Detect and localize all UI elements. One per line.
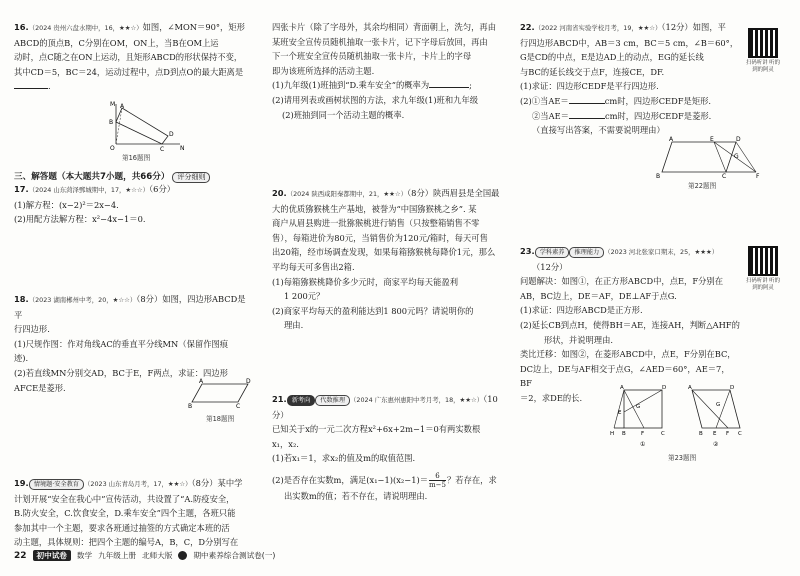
topic-tag: 代数推理	[315, 395, 350, 406]
label-A: A	[199, 378, 204, 385]
answer-blank[interactable]	[429, 78, 469, 88]
question-text: (1)求证：四边形CEDF是平行四边形.	[520, 81, 659, 92]
question-text: 出20箱，经市场调查发现，如果每箱猕猴桃每降价1元，那么	[272, 247, 496, 258]
label-A: A	[669, 136, 674, 143]
label-D: D	[246, 378, 251, 385]
figure-23	[608, 384, 748, 450]
question-20	[272, 186, 508, 333]
question-text: 大的优质猕猴桃生产基地，被誉为“中国猕猴桃之乡”. 某	[272, 203, 477, 214]
question-source: （2024 陕西咸阳秦都期中，21，★★☆）	[286, 190, 408, 198]
qr-code-icon[interactable]	[748, 246, 778, 276]
question-text: 如图，∠MON＝90°，矩形	[142, 22, 245, 32]
label-A: A	[620, 385, 624, 391]
footer-edition: 北师大版	[142, 551, 173, 560]
label-F: F	[726, 431, 730, 437]
qr-label: 扫码听讲 听的到的阿灵	[745, 60, 781, 73]
question-text: x₁，x₂.	[272, 438, 299, 449]
fraction-denominator: m−5	[429, 480, 446, 489]
question-text: (2)班抽到同一个活动主题的概率.	[282, 109, 405, 120]
page-footer	[14, 550, 275, 561]
question-text: (2)延长CB到点H，使得BH＝AE，连接AH，判断△AHF的	[520, 319, 740, 330]
question-score: （12分）	[532, 261, 568, 272]
label-G: G	[636, 404, 641, 410]
question-source: （2023 山东青岛月考，17，★★☆）	[83, 480, 192, 488]
question-text: 其中CD＝5，BC＝24，运动过程中，点D到点O的最大距离是	[14, 66, 244, 77]
question-text: 计划开展“安全在我心中”宣传活动，共设置了“A.防疫安全，	[14, 493, 235, 504]
question-text: G是CD的中点，E是边AD上的动点，EG的延长线	[520, 52, 704, 63]
label-C: C	[661, 431, 665, 437]
question-text: 行四边形ABCD中，AB＝3 cm，BC＝5 cm，∠B＝60°，	[520, 37, 739, 48]
label-M: M	[110, 101, 116, 108]
question-text: 平均每天可多售出2箱.	[272, 261, 355, 272]
label-G: G	[716, 402, 721, 408]
question-19	[14, 476, 252, 550]
label-A: A	[688, 385, 692, 391]
question-text: （直接写出答案，不需要说明理由）	[532, 125, 665, 136]
question-text: 1 200元？	[284, 291, 325, 302]
question-number: 21.	[272, 394, 287, 404]
figure-18	[188, 378, 252, 408]
question-text: cm时，四边形CEDF是菱形.	[604, 110, 712, 121]
question-text: 售），每箱进价为80元，当销售价为120元/箱时，每天可售	[272, 232, 488, 243]
question-text: 问题解决：如图①，在正方形ABCD中，点E，F分别在	[520, 276, 723, 287]
question-text: 四张卡片（除了字母外，其余均相同）背面朝上，洗匀，再由	[272, 22, 497, 32]
question-source: （2024 山东菏泽鄄城期中，17，★☆☆）	[28, 186, 150, 194]
question-source: （2022 河南省实验学校月考，19，★★☆）	[534, 24, 662, 32]
label-C: C	[236, 403, 241, 408]
question-text: (2)商家平均每天的盈利能达到1 800元吗？请说明你的	[272, 305, 474, 316]
question-text: (2)是否存在实数m，满足(x₁−1)(x₂−1)＝	[272, 474, 429, 485]
label-C: C	[738, 431, 742, 437]
figure-caption: 第22题图	[688, 182, 717, 190]
question-text: AFCE是菱形.	[14, 382, 66, 393]
question-19-continued: 四张卡片（除了字母外，其余均相同）背面朝上，洗匀，再由 某班安全宣传员随机抽取一张卡片，记下字母后放回，再由 下一个班安全宣传员随机抽取一张卡片，卡片上的字母 即为该班所选择的活动主题. (1)九年级(1)班抽到“D.乘车安全”的概率为 ; (2)请用列表或画树状图的方法，求九年级(1)班和九年级 (2)班抽到同一个活动主题的概率.	[272, 20, 508, 122]
label-E: E	[618, 410, 622, 416]
question-text: 已知关于x的一元二次方程x²+6x+2m−1＝0有两实数根	[272, 424, 481, 435]
footer-title: 期中素养综合测试卷(一)	[193, 551, 276, 560]
footer-subject: 数学	[76, 551, 93, 560]
question-text: 动时，点C随之在ON上运动，且矩形ABCD的形状保持不变，	[14, 52, 243, 63]
answer-blank[interactable]	[569, 109, 605, 119]
label-C: C	[160, 146, 165, 152]
new-direction-tag: 新考向	[287, 395, 316, 406]
question-text: 陕西眉县是全国最	[433, 188, 500, 198]
qr-label: 扫码听讲 听的到的阿灵	[745, 278, 781, 291]
question-number: 23.	[520, 246, 535, 256]
label-H: H	[610, 431, 615, 437]
label-B: B	[188, 403, 193, 408]
label-G: G	[734, 153, 739, 160]
question-number: 16.	[14, 22, 29, 32]
qr-code-icon[interactable]	[748, 28, 778, 58]
question-text: 理由.	[284, 320, 304, 331]
label-E: E	[713, 431, 717, 437]
literacy-tag: 学科素养	[535, 247, 570, 258]
bullet-icon	[178, 551, 187, 560]
label-D: D	[662, 385, 667, 391]
label-D: D	[169, 131, 174, 138]
question-text: 行四边形.	[14, 324, 50, 335]
question-text: 参加其中一个主题，要求各班通过抽签的方式确定本班的活	[14, 522, 230, 533]
label-F: F	[641, 431, 645, 437]
section-heading: 三、解答题（本大题共7小题，共66分）	[14, 172, 170, 182]
question-text: 类比迁移：如图②，在菱形ABCD中，点E，F分别在BC，	[520, 349, 736, 360]
figure-caption: 第16题图	[122, 154, 151, 162]
question-text: (2)若直线MN分别交AD，BC于E，F两点，求证：四边形	[14, 367, 228, 378]
question-text: 某班安全宣传员随机抽取一张卡片，记下字母后放回，再由	[272, 36, 488, 47]
question-text: (2)①当AE＝	[520, 95, 569, 106]
page-number: 22	[14, 550, 27, 561]
label-F: F	[756, 173, 760, 178]
question-number: 17.	[14, 184, 29, 194]
figure-caption: 第18题图	[206, 415, 235, 423]
question-text: B.防火安全，C.饮食安全，D.乘车安全”四个主题，各班只能	[14, 508, 236, 519]
question-source: （2024 广东惠州惠阳中考月考，18，★★☆）	[350, 396, 484, 404]
label-D: D	[730, 385, 735, 391]
figure-22	[656, 136, 768, 178]
answer-blank[interactable]	[569, 94, 605, 104]
question-21	[272, 392, 508, 504]
fraction	[429, 472, 446, 489]
question-text: 动主题，具体规则：把四个主题的编号A，B，C，D分别写在	[14, 537, 239, 548]
question-16: 16.（2024 贵州六盘水期中，16，★★☆）如图，∠MON＝90°，矩形 ABCD的顶点B，C分别在OM，ON上，当B在OM上运 动时，点C随之在ON上运动，且矩形ABCD的形状保持不变， 其中CD＝5，BC＝24，运动过程中，点D到点O的最大距离是 .	[14, 20, 252, 94]
scoring-tag[interactable]: 评分细则	[172, 172, 210, 183]
question-text: ？若存在，求	[446, 474, 497, 485]
question-text: ＝2，求DE的长.	[520, 392, 583, 403]
label-N: N	[180, 145, 185, 152]
footer-grade: 九年级上册	[98, 551, 137, 560]
label-B: B	[109, 119, 114, 126]
question-score: （12分）	[661, 22, 693, 32]
context-tag: 情境题·安全教育	[29, 479, 84, 490]
fraction-numerator: 6	[429, 472, 446, 481]
question-text: DC边上，DE与AF相交于点G，∠AED＝60°，AE＝7，BF	[520, 363, 730, 389]
question-text: 如图，平	[692, 22, 726, 32]
question-text: AB，BC边上，DE＝AF，DE⊥AF于点G.	[520, 290, 677, 301]
question-23	[520, 244, 740, 406]
label-E: E	[710, 136, 714, 143]
figure-caption: 第23题图	[668, 454, 697, 462]
question-text: ABCD的顶点B，C分别在OM，ON上，当B在OM上运	[14, 37, 219, 48]
question-source: （2023 湖南郴州中考，20，★☆☆）	[28, 296, 137, 304]
question-text: cm时，四边形CEDF是矩形.	[604, 95, 712, 106]
question-text: ②当AE＝	[532, 110, 569, 121]
label-C: C	[722, 173, 727, 178]
question-text: 如图，四边形ABCD是平	[14, 294, 246, 320]
subfigure-label: ②	[713, 441, 719, 448]
question-text: (1)尺规作图：作对角线AC的垂直平分线MN（保留作图痕	[14, 338, 229, 349]
question-22	[520, 20, 745, 138]
question-score: （8分）	[136, 294, 163, 304]
question-text: 即为该班所选择的活动主题.	[272, 65, 375, 76]
label-B: B	[699, 431, 703, 437]
question-17	[14, 182, 252, 227]
question-text: 形状，并说明理由.	[544, 334, 614, 345]
brand-label: 初中试卷	[33, 550, 71, 561]
topic-tag: 推理能力	[569, 247, 604, 258]
question-text: (2)用配方法解方程：x²−4x−1＝0.	[14, 214, 146, 225]
question-text: (1)若x₁＝1，求x₂的值及m的取值范围.	[272, 453, 416, 464]
label-O: O	[110, 145, 115, 152]
answer-blank[interactable]	[14, 79, 48, 89]
question-number: 22.	[520, 22, 535, 32]
figure-16	[108, 100, 188, 152]
label-D: D	[736, 136, 741, 143]
question-number: 19.	[14, 478, 29, 488]
question-source: （2023 河北张家口期末，25，★★★）	[604, 248, 719, 256]
question-text: 与BC的延长线交于点F，连接CE，DF.	[520, 66, 665, 77]
question-text: (2)请用列表或画树状图的方法，求九年级(1)班和九年级	[272, 94, 479, 105]
question-text: 出实数m的值；若不存在，请说明理由.	[284, 490, 428, 501]
question-score: （6分）	[149, 184, 176, 194]
question-score: （8分）	[407, 188, 434, 198]
question-score: （8分）	[191, 478, 218, 488]
label-B: B	[656, 173, 661, 178]
question-source: （2024 贵州六盘水期中，16，★★☆）	[28, 24, 143, 32]
question-text: (1)每箱猕猴桃降价多少元时，商家平均每天能盈利	[272, 276, 458, 287]
label-A: A	[120, 103, 125, 110]
question-text: 下一个班安全宣传员随机抽取一张卡片，卡片上的字母	[272, 51, 472, 62]
question-text: (1)求证：四边形ABCD是正方形.	[520, 305, 643, 316]
question-text: 迹).	[14, 353, 29, 364]
question-text: 商户从眉县购进一批猕猴桃进行销售（只按整箱销售不零	[272, 218, 480, 229]
label-B: B	[622, 431, 626, 437]
question-text: 某中学	[217, 478, 243, 488]
question-score: （10分）	[272, 394, 498, 420]
question-text: (1)九年级(1)班抽到“D.乘车安全”的概率为	[272, 80, 430, 91]
question-number: 20.	[272, 188, 287, 198]
question-text: (1)解方程：(x−2)²＝2x−4.	[14, 199, 119, 210]
subfigure-label: ①	[640, 441, 646, 448]
question-number: 18.	[14, 294, 29, 304]
